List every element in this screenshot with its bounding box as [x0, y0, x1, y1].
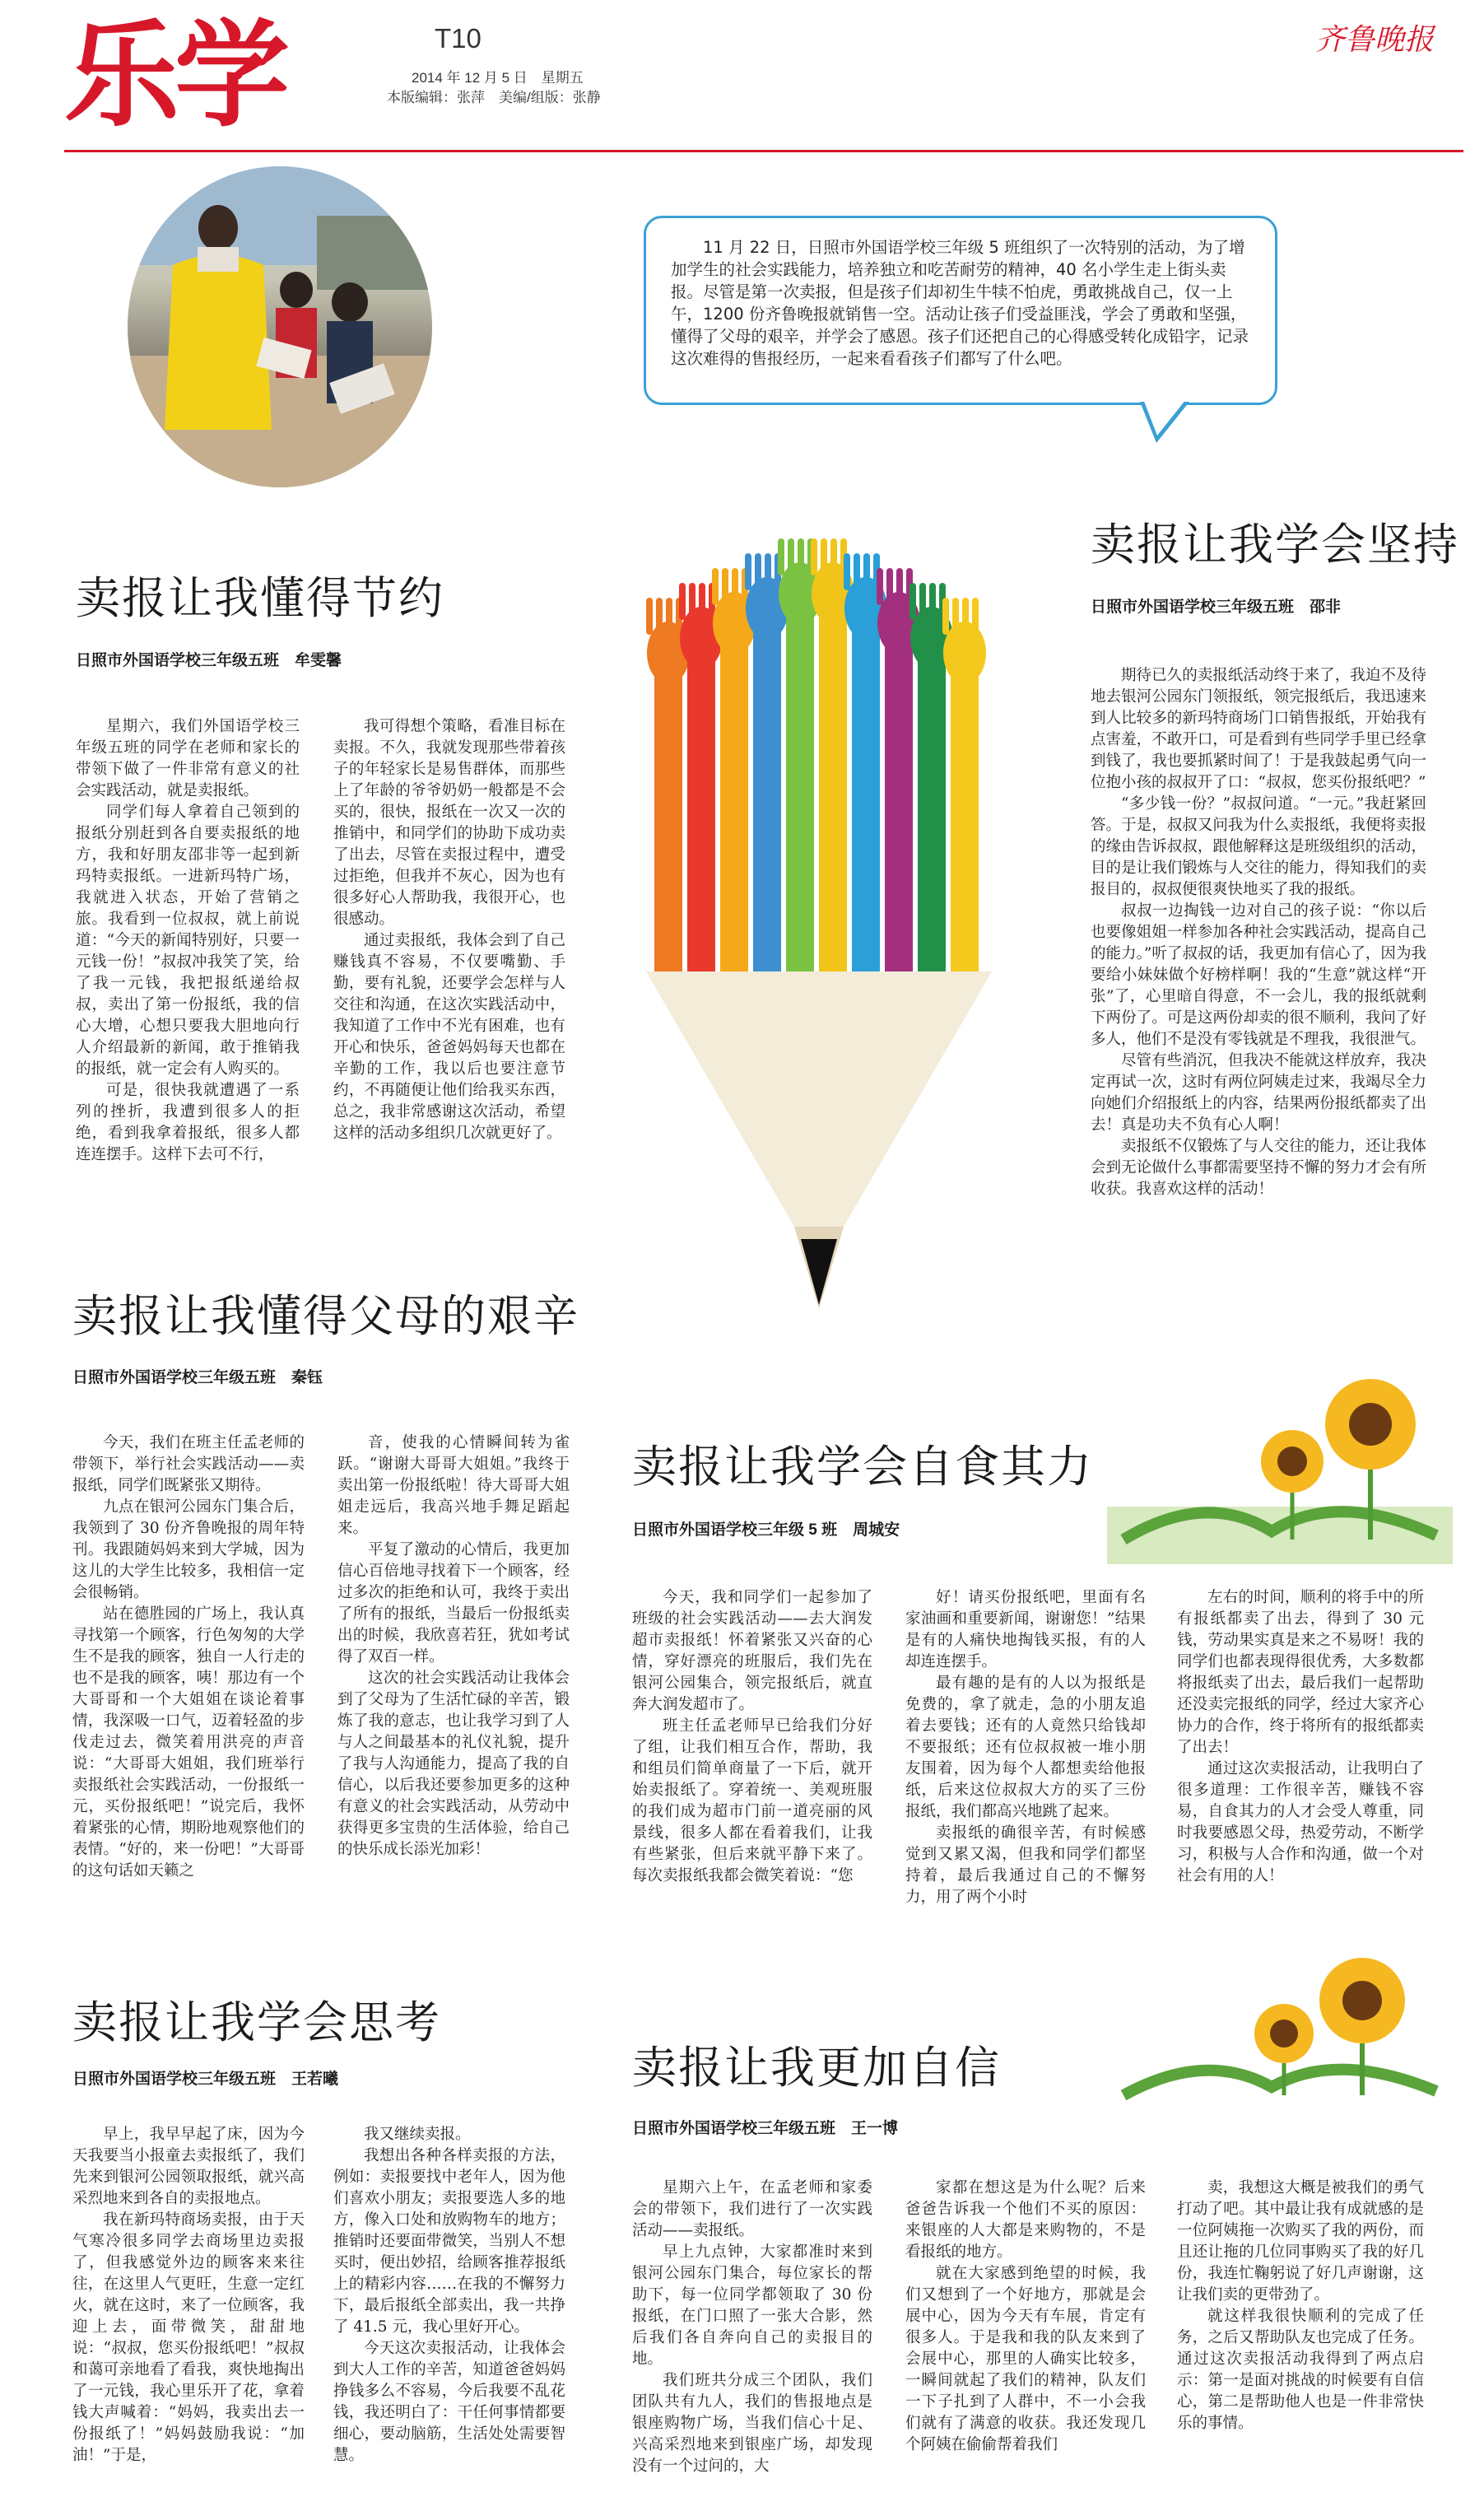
article-column [1091, 665, 1426, 1324]
paragraph: 就这样我很快顺利的完成了任务，之后又帮助队友也完成了任务。通过这次卖报活动我得到了两点启示：第一是面对挑战的时候要有自信心，第二是帮助他人也是一件非常快乐的事情。 [1177, 2308, 1424, 2432]
hands-pencil-illustration [605, 510, 1033, 1312]
paragraph: 九点在银河公园东门集合后，我领到了 30 份齐鲁晚报的周年特刊。我跟随妈妈来到大学城，因为这儿的大学生比较多，我相信一定会很畅销。 [72, 1498, 305, 1601]
paragraph: 左右的时间，顺利的将手中的所有报纸都卖了出去，得到了 30 元钱，劳动果实真是来之不易呀！我的同学们也都表现得很优秀，大多数都将报纸卖了出去，最后我们一起帮助还没卖完报纸的同学，经过大家齐心协力的合作，终于将所有的报纸都卖了出去！ [1177, 1589, 1424, 1756]
paragraph: 今天这次卖报活动，让我体会到大人工作的辛苦，知道爸爸妈妈挣钱多么不容易，今后我要不乱花钱，我还明白了：干任何事情都要细心，要动脑筋，生活处处需要智慧。 [333, 2340, 565, 2464]
paragraph: 今天，我们在班主任孟老师的带领下，举行社会实践活动——卖报纸，同学们既紧张又期待。 [72, 1434, 305, 1494]
header-rule [64, 150, 1463, 152]
paragraph: 期待已久的卖报纸活动终于来了，我迫不及待地去银河公园东门领报纸，领完报纸后，我迅速来到人比较多的新玛特商场门口销售报纸，开始我有点害羞，不敢开口，可是看到有些同学手里已经拿到钱了，我也要抓紧时间了！于是我鼓起勇气向一位抱小孩的叔叔开了口：“叔叔，您买份报纸吧？” [1091, 667, 1426, 791]
article-column [333, 2124, 565, 2499]
article-column [905, 2178, 1146, 2499]
article-title: 卖报让我学会自食其力 [632, 1441, 1093, 1493]
paragraph: 通过卖报纸，我体会到了自己赚钱真不容易，不仅要嘴勤、手勤，要有礼貌，还要学会怎样与人交往和沟通，在这次实践活动中，我知道了工作中不光有困难，也有开心和快乐，爸爸妈妈每天也都在辛勤的工作，我以后也要注意节约，不再随便让他们给我买东西，总之，我非常感谢这次活动，希望这样的活动多组织几次就更好了。 [333, 932, 565, 1142]
paragraph: 我可得想个策略，看准目标在卖报。不久，我就发现那些带着孩子的年轻家长是易售群体，而那些上了年龄的爷爷奶奶一般都是不会买的，很快，报纸在一次又一次的推销中，和同学们的协助下成功卖了出去，尽管在卖报过程中，遭受过拒绝，但我并不灰心，因为也有很多好心人帮助我，我很开心，也很感动。 [333, 718, 565, 928]
article-column [632, 1587, 872, 1941]
article-byline: 日照市外国语学校三年级五班 王若曦 [72, 2071, 339, 2088]
article-title: 卖报让我更加自信 [632, 2042, 1001, 2094]
sunflower-illustration [1107, 1367, 1453, 1568]
article-column [72, 2124, 305, 2499]
editor-credits: 本版编辑：张萍 美编/组版：张静 [387, 90, 601, 105]
paragraph: 我们班共分成三个团队，我们团队共有九人，我们的售报地点是银座购物广场，当我们信心十足、兴高采烈地来到银座广场，却发现没有一个过问的，大 [632, 2372, 872, 2475]
article-column [333, 716, 565, 1227]
paragraph: 家都在想这是为什么呢？后来爸爸告诉我一个他们不买的原因：来银座的人大都是来购物的，不是看报纸的地方。 [905, 2179, 1146, 2261]
article-column [632, 2178, 872, 2499]
article-column [1177, 1587, 1424, 1941]
paragraph: 卖报纸的确很辛苦，有时候感觉到又累又渴，但我和同学们都坚持着，最后我通过自己的不懈努力，用了两个小时 [905, 1824, 1146, 1906]
paragraph: 我想出各种各样卖报的方法，例如：卖报要找中老年人，因为他们喜欢小朋友；卖报要选人多的地方，像入口处和放购物车的地方；推销时还要面带微笑，当别人不想买时，便出妙招，给顾客推荐报纸上的精彩内容……在我的不懈努力下，最后报纸全部卖出，我一共挣了 41.5 元，我心里好开心。 [333, 2147, 565, 2336]
paragraph: 最有趣的是有的人以为报纸是免费的，拿了就走，急的小朋友追着去要钱；还有的人竟然只给钱却不要报纸；还有位叔叔被一堆小朋友围着，因为每个人都想卖给他报纸，后来这位叔叔大方的买了三份报纸，我们都高兴地跳了起来。 [905, 1675, 1146, 1820]
article-byline: 日照市外国语学校三年级五班 王一博 [632, 2120, 899, 2137]
paragraph: 就在大家感到绝望的时候，我们又想到了一个好地方，那就是会展中心，因为今天有车展，肯定有很多人。于是我和我的队友来到了会展中心，那里的人确实比较多，一瞬间就起了我们的精神，队友们一下子扎到了人群中，不一小会我们就有了满意的收获。我还发现几个阿姨在偷偷帮着我们 [905, 2265, 1146, 2453]
paragraph: 通过这次卖报活动，让我明白了很多道理：工作很辛苦，赚钱不容易，自食其力的人才会受人尊重，同时我要感恩父母，热爱劳动，不断学习，积极与人合作和沟通，做一个对社会有用的人！ [1177, 1760, 1424, 1884]
article-column [72, 1433, 305, 1926]
paragraph: 同学们每人拿着自己领到的报纸分别赶到各自要卖报纸的地方，我和好朋友邵非等一起到新玛特卖报纸。一进新玛特广场，我就进入状态，开始了营销之旅。我看到一位叔叔，就上前说道：“今天的新闻特别好，只要一元钱一份！”叔叔冲我笑了笑，给了我一元钱，我把报纸递给叔叔，卖出了第一份报纸，我的信心大增，心想只要我大胆地向行人介绍最新的新闻，敢于推销我的报纸，就一定会有人购买的。 [76, 804, 300, 1078]
paragraph: 叔叔一边掏钱一边对自己的孩子说：“你以后也要像姐姐一样参加各种社会实践活动，提高自己的能力。”听了叔叔的话，我更加有信心了，因为我要给小妹妹做个好榜样啊！我的“生意”就这样“开张”了，心里暗自得意，不一会儿，我的报纸就剩下两份了。可是这两份却卖的很不顺利，我问了好多人，他们不是没有零钱就是不理我，我很泄气。 [1091, 902, 1426, 1048]
paragraph: 星期六，我们外国语学校三年级五班的同学在老师和家长的带领下做了一件非常有意义的社会实践活动，就是卖报纸。 [76, 718, 300, 799]
page-number: T10 [435, 23, 481, 54]
paragraph: 卖，我想这大概是被我们的勇气打动了吧。其中最让我有成就感的是一位阿姨拖一次购买了我的两份，而且还让拖的几位同事购买了我的好几份，我连忙鞠躬说了好几声谢谢，这让我们卖的更带劲了。 [1177, 2179, 1424, 2304]
paragraph: 我在新玛特商场卖报，由于天气寒冷很多同学去商场里边卖报了，但我感觉外边的顾客来来往往，在这里人气更旺，生意一定红火，就在这时，来了一位顾客，我迎上去，面带微笑，甜甜地说：“叔叔，您买份报纸吧！”叔叔和蔼可亲地看了看我，爽快地掏出了一元钱，我心里乐开了花，拿着钱大声喊着：“妈妈，我卖出去一份报纸了！”妈妈鼓励我说：“加油！”于是， [72, 2211, 305, 2464]
paragraph: 好！请买份报纸吧，里面有名家油画和重要新闻，谢谢您！”结果是有的人痛快地掏钱买报，有的人却连连摆手。 [905, 1589, 1146, 1670]
sunflower-illustration [1107, 1951, 1453, 2119]
paragraph: 班主任孟老师早已给我们分好了组，让我们相互合作，帮助，我和组员们简单商量了一下后，就开始卖报纸了。穿着统一、美观班服的我们成为超市门前一道亮丽的风景线，很多人都在看着我们，让我有些紧张，但后来就平静下来了。每次卖报纸我都会微笑着说：“您 [632, 1717, 872, 1884]
article-title: 卖报让我学会思考 [72, 1996, 441, 2048]
paragraph: 卖报纸不仅锻炼了与人交往的能力，还让我体会到无论做什么事都需要坚持不懈的努力才会有所收获。我喜欢这样的活动！ [1091, 1138, 1426, 1198]
paragraph: 尽管有些消沉，但我决不能就这样放弃，我决定再试一次，这时有两位阿姨走过来，我竭尽全力向她们介绍报纸上的内容，结果两份报纸都卖了出去！真是功夫不负有心人啊！ [1091, 1052, 1426, 1134]
paper-name: 齐鲁晚报 [1315, 23, 1435, 57]
paragraph: “多少钱一份？”叔叔问道。“一元。”我赶紧回答。于是，叔叔又问我为什么卖报纸，我便将卖报的缘由告诉叔叔，跟他解释这是班级组织的活动，目的是让我们锻炼与人交往的能力，得知我们的卖报目的，叔叔便很爽快地买了我的报纸。 [1091, 795, 1426, 898]
paragraph: 音，使我的心情瞬间转为雀跃。“谢谢大哥哥大姐姐。”我终于卖出第一份报纸啦！待大哥哥大姐姐走远后，我高兴地手舞足蹈起来。 [337, 1434, 570, 1537]
article-column [1177, 2178, 1424, 2499]
article-title: 卖报让我懂得节约 [76, 572, 444, 624]
paragraph: 我又继续卖报。 [364, 2126, 471, 2143]
article-byline: 日照市外国语学校三年级五班 邵非 [1091, 599, 1342, 616]
section-title: 乐学 [64, 9, 286, 143]
article-column [337, 1433, 570, 1926]
paragraph: 这次的社会实践活动让我体会到了父母为了生活忙碌的辛苦，锻炼了我的意志，也让我学习到了人与人之间最基本的礼仪礼貌，提升了我与人沟通能力，提高了我的自信心，以后我还要参加更多的这种有意义的社会实践活动，从劳动中获得更多宝贵的生活体验，给自己的快乐成长添光加彩！ [337, 1670, 570, 1858]
paragraph: 站在德胜园的广场上，我认真寻找第一个顾客，行色匆匆的大学生不是我的顾客，独自一人行走的也不是我的顾客，咦！那边有一个大哥哥和一个大姐姐在谈论着事情，我深吸一口气，迈着轻盈的步伐走过去，微笑着用洪亮的声音说：“大哥哥大姐姐，我们班举行卖报纸社会实践活动，一份报纸一元，买份报纸吧！”说完后，我怀着紧张的心情，期盼地观察他们的表情。“好的，来一份吧！”大哥哥的这句话如天籁之 [72, 1605, 305, 1880]
paragraph: 今天，我和同学们一起参加了班级的社会实践活动——去大润发超市卖报纸！怀着紧张又兴奋的心情，穿好漂亮的班服后，我们先在银河公园集合，领完报纸后，就直奔大润发超市了。 [632, 1589, 872, 1713]
paragraph: 可是，很快我就遭遇了一系列的挫折，我遭到很多人的拒绝，看到我拿着报纸，很多人都连连摆手。这样下去可不行， [76, 1082, 300, 1163]
article-column [905, 1587, 1146, 1941]
article-byline: 日照市外国语学校三年级五班 牟雯馨 [76, 652, 342, 669]
street-photo [128, 166, 432, 487]
intro-callout: 11 月 22 日，日照市外国语学校三年级 5 班组织了一次特别的活动，为了增加学生的社会实践能力，培养独立和吃苦耐劳的精神，40 名小学生走上街头卖报。尽管是第一次卖报，但是孩子们却初生牛犊不怕虎，勇敢挑战自己，仅一上午，1200 份齐鲁晚报就销售一空。活动让孩子们受益匪浅，学会了勇敢和坚强，懂得了父母的艰辛，并学会了感恩。孩子们还把自己的心得感受转化成铅字，记录这次难得的售报经历，一起来看看孩子们都写了什么吧。 [644, 216, 1277, 405]
issue-date: 2014 年 12 月 5 日 星期五 [412, 70, 584, 86]
article-title: 卖报让我学会坚持 [1091, 519, 1459, 571]
article-byline: 日照市外国语学校三年级五班 秦钰 [72, 1369, 323, 1386]
paragraph: 平复了激动的心情后，我更加信心百倍地寻找着下一个顾客，经过多次的拒绝和认可，我终于卖出了所有的报纸，当最后一份报纸卖出的时候，我欣喜若狂，犹如考试得了双百一样。 [337, 1541, 570, 1665]
paragraph: 早上九点钟，大家都准时来到银河公园东门集合，每位家长的帮助下，每一位同学都领取了 30 份报纸，在门口照了一张大合影，然后我们各自奔向自己的卖报目的地。 [632, 2243, 872, 2368]
article-column [76, 716, 300, 1227]
paragraph: 星期六上午，在孟老师和家委会的带领下，我们进行了一次实践活动——卖报纸。 [632, 2179, 872, 2239]
paragraph: 早上，我早早起了床，因为今天我要当小报童去卖报纸了，我们先来到银河公园领取报纸，就兴高采烈地来到各自的卖报地点。 [72, 2126, 305, 2207]
article-byline: 日照市外国语学校三年级 5 班 周城安 [632, 1521, 900, 1539]
article-title: 卖报让我懂得父母的艰辛 [72, 1290, 579, 1342]
